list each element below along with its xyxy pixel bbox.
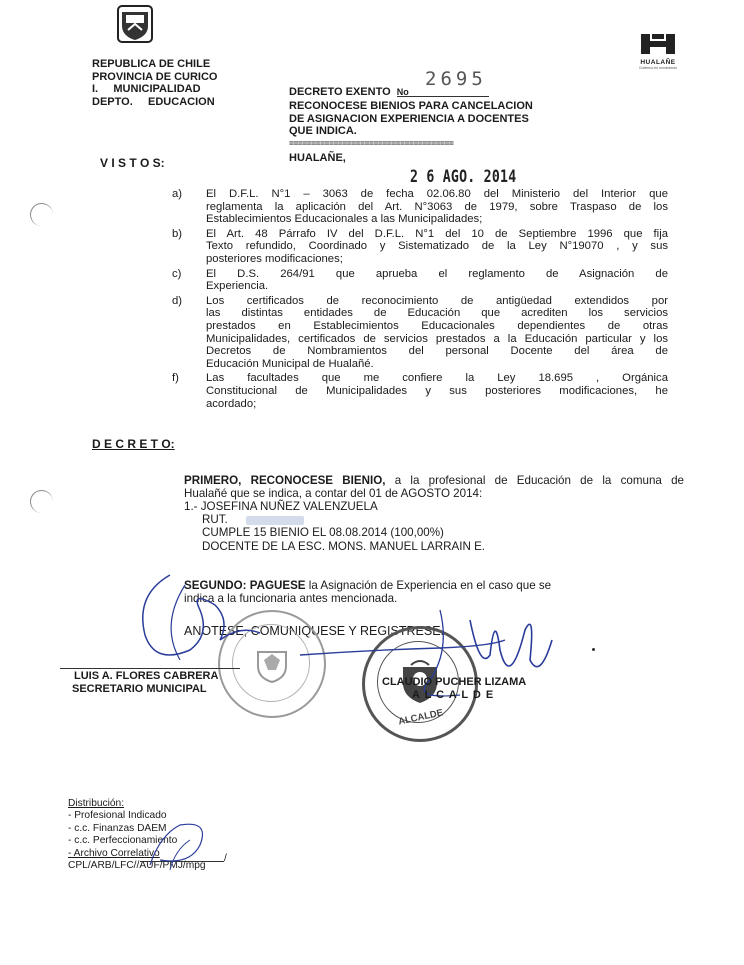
rut-redacted — [246, 516, 304, 525]
item-letter: f) — [172, 372, 179, 385]
decree-number-underline — [397, 96, 489, 97]
beneficiary-cargo: DOCENTE DE LA ESC. MONS. MANUEL LARRAIN E. — [202, 539, 486, 553]
signature-secretario-icon — [130, 565, 280, 675]
hualane-logo-icon — [639, 32, 677, 56]
alcalde-block — [382, 676, 526, 702]
distribution-line: - Profesional Indicado — [68, 810, 167, 822]
segundo-lead: SEGUNDO: PAGUESE — [184, 579, 306, 592]
item-line: Establecimientos Educacionales a las Municipalidades; — [206, 213, 483, 226]
org-line-2: PROVINCIA DE CURICO — [92, 70, 218, 83]
logo-text: HUALAÑE — [640, 59, 676, 66]
beneficiary-cumple: CUMPLE 15 BIENIO EL 08.08.2014 (100,00%) — [202, 526, 444, 540]
distribution-line: - c.c. Perfeccionamiento — [68, 835, 178, 847]
distribution-end-slash: / — [224, 853, 227, 864]
secretario-block — [74, 670, 218, 696]
stamp-alcalde-text: ALCALDE — [397, 707, 445, 728]
item-line: Educación Municipal de Hualañé. — [206, 357, 374, 370]
place: HUALAÑE, — [289, 152, 346, 164]
segundo-text-2: indica a la funcionaria antes mencionada. — [184, 592, 398, 606]
decree-number-line — [289, 86, 409, 99]
item-line: El Art. 48 Párrafo IV del D.F.L. N°1 del 10 de Septiembre 1996 que fija — [206, 227, 668, 240]
vistos-list — [172, 188, 668, 410]
decree-number-label: DECRETO EXENTO — [289, 86, 391, 98]
ink-dot — [592, 648, 595, 651]
distribution-title: Distribución: — [68, 798, 125, 809]
org-line-3: I. MUNICIPALIDAD — [92, 83, 201, 95]
initial-signature-icon — [140, 815, 220, 875]
subject-separator: ===================================== — [289, 138, 454, 148]
primero-text-2: Hualañé que se indica, a contar del 01 de AGOSTO 2014: — [184, 487, 483, 500]
item-line: Constitucional de Municipalidades y sus posteriores modificaciones, he — [206, 384, 668, 397]
beneficiary-name: 1.- JOSEFINA NUÑEZ VALENZUELA — [184, 500, 378, 513]
closing-line: ANOTESE, COMUNIQUESE Y REGISTRESE. — [184, 624, 445, 638]
item-line: Municipalidades, certificados de servicios prestados a la Educación particular y los — [206, 332, 668, 345]
secretario-title: SECRETARIO MUNICIPAL — [72, 683, 207, 695]
org-header — [92, 58, 218, 108]
alcalde-name: CLAUDIO PUCHER LIZAMA — [382, 676, 527, 688]
primero-line-1 — [184, 474, 684, 487]
municipal-crest-icon — [116, 4, 154, 44]
item-line: reglamenta la aplicación del Art. N°3063 de 1979, sobre Traspaso de los — [206, 200, 668, 213]
item-line: El D.F.L. N°1 – 3063 de fecha 02.06.80 del Ministerio del Interior que — [206, 188, 668, 200]
vistos-item-a — [172, 188, 668, 226]
distribution-line: - c.c. Finanzas DAEM — [68, 822, 167, 834]
subject-line-3: QUE INDICA. — [289, 125, 357, 137]
vistos-item-d — [172, 294, 668, 371]
hualane-logo — [628, 32, 688, 70]
vistos-item-c — [172, 267, 668, 293]
item-line: posteriores modificaciones; — [206, 252, 343, 265]
subject-line-1: RECONOCESE BIENIOS PARA CANCELACION — [289, 100, 533, 112]
item-line: Las facultades que me confiere la Ley 18.695 , Orgánica — [206, 372, 668, 385]
distribution-line: - Archivo Correlativo — [68, 847, 160, 859]
item-line: acordado; — [206, 397, 257, 410]
logo-tagline: Gobierno en movimiento — [638, 66, 678, 70]
subject-line-2: DE ASIGNACION EXPERIENCIA A DOCENTES — [289, 112, 529, 125]
decreto-title: D E C R E T O: — [92, 437, 175, 451]
binder-hole-icon — [30, 203, 53, 226]
item-line: las distintas entidades de Educación que acrediten los servicios — [206, 307, 668, 320]
binder-hole-icon — [30, 490, 53, 513]
segundo-text-1: la Asignación de Experiencia en el caso que se — [305, 579, 552, 592]
secretario-signature-line — [60, 668, 240, 669]
decree-subject — [289, 100, 533, 138]
vistos-item-b — [172, 227, 668, 266]
distribution-initials: CPL/ARB/LFC//AUF/PMJ/mpg — [68, 860, 206, 872]
item-line: Texto refundido, Coordinado y Sistematizado de la Ley N°19070 , y sus — [206, 240, 668, 253]
org-line-4: DEPTO. EDUCACION — [92, 95, 215, 108]
decree-number: 2695 — [425, 68, 487, 90]
beneficiary-rut — [184, 513, 485, 526]
beneficiary-block — [184, 500, 485, 553]
secretario-name: LUIS A. FLORES CABRERA — [74, 670, 219, 682]
org-line-1: REPUBLICA DE CHILE — [92, 58, 211, 70]
vistos-item-f — [172, 372, 668, 410]
primero-lead: PRIMERO, RECONOCESE BIENIO, — [184, 474, 386, 487]
date-stamp: 2 6 AGO. 2014 — [410, 167, 517, 186]
item-line: El D.S. 264/91 que aprueba el reglamento de Asignación de — [206, 267, 668, 280]
alcalde-title: A L C A L D E — [412, 689, 495, 701]
item-line: Los certificados de reconocimiento de antigüedad extendidos por — [206, 294, 668, 307]
item-letter: b) — [172, 227, 183, 240]
item-letter: d) — [172, 294, 183, 307]
decree-number-prefix: No — [396, 87, 409, 97]
item-line: prestados en Establecimientos Educacionales dependientes de otras — [206, 319, 668, 332]
rut-label: RUT. — [202, 513, 228, 527]
primero-text-1: a la profesional de Educación de la comuna de — [385, 474, 684, 487]
vistos-title: V I S T O S: — [100, 156, 165, 170]
primero-paragraph — [184, 474, 684, 500]
item-letter: c) — [172, 267, 182, 280]
item-letter: a) — [172, 188, 183, 200]
item-line: Decretos de Nombramientos del personal Docente del área de — [206, 345, 668, 358]
item-line: Experiencia. — [206, 280, 269, 293]
